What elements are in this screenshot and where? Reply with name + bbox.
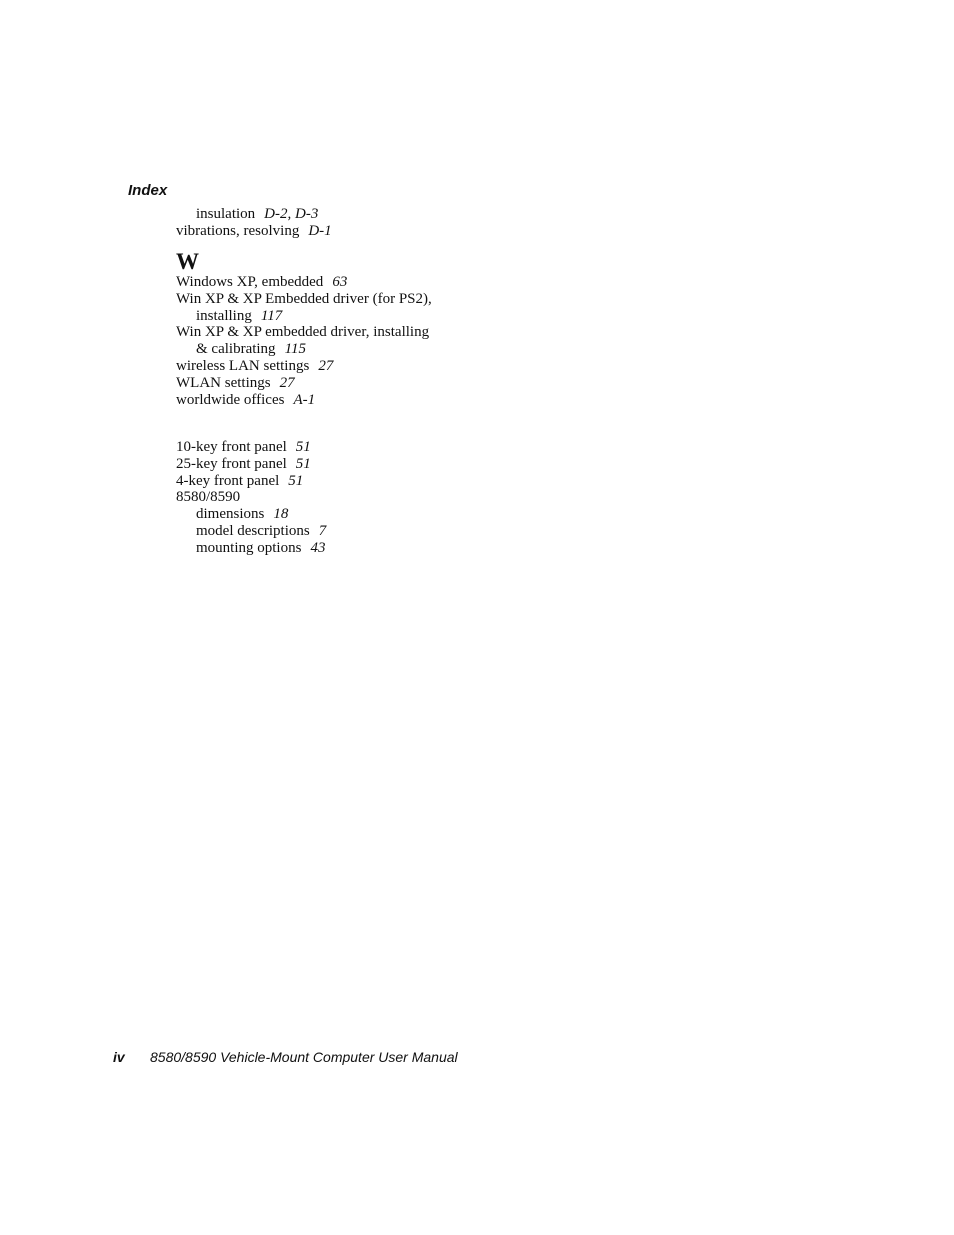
index-entry: [176, 473, 496, 490]
index-entry: [176, 358, 496, 375]
page-reference: 18: [273, 506, 289, 523]
index-subentry: [176, 506, 496, 523]
page-footer: [113, 1048, 458, 1066]
page-reference: 117: [260, 307, 283, 324]
index-entry: [176, 489, 496, 506]
index-term: WLAN settings: [176, 374, 271, 391]
page-reference: 51: [288, 472, 304, 489]
index-term: Win XP & XP embedded driver, installing: [176, 324, 430, 341]
index-term: 4-key front panel: [176, 472, 280, 489]
index-term: Win XP & XP Embedded driver (for PS2),: [176, 290, 432, 307]
index-term: Windows XP, embedded: [176, 274, 324, 290]
index-term: dimensions: [196, 506, 265, 523]
index-term: insulation: [196, 206, 256, 222]
section-letter-w: W: [176, 249, 199, 274]
index-entry: [176, 324, 496, 341]
index-term: & calibrating: [196, 341, 276, 358]
page-reference: 51: [295, 439, 311, 455]
manual-title: 8580/8590 Vehicle-Mount Computer User Manual: [150, 1049, 458, 1065]
page-reference: 115: [284, 341, 306, 358]
index-term: vibrations, resolving: [176, 222, 300, 239]
index-section-numeric: [176, 439, 496, 557]
index-term: installing: [196, 307, 252, 324]
page-title: Index: [128, 182, 168, 199]
index-entry: [176, 456, 496, 473]
page-reference: 27: [279, 374, 295, 391]
index-subentry: [176, 206, 496, 223]
index-entry: [176, 375, 496, 392]
page-reference: D-2, D-3: [264, 206, 319, 222]
index-term: wireless LAN settings: [176, 357, 310, 374]
index-subentry: [176, 523, 496, 540]
page-number: iv: [113, 1049, 125, 1065]
page-reference: 63: [332, 274, 348, 290]
index-entry: [176, 223, 496, 240]
running-header: [128, 182, 167, 200]
index-entry: [176, 274, 496, 291]
index-term: 10-key front panel: [176, 439, 287, 455]
index-subentry: [176, 540, 496, 557]
index-continued-entries: [176, 206, 496, 240]
page-reference: 7: [318, 522, 327, 539]
page-reference: D-1: [308, 222, 332, 239]
index-entry: [176, 439, 496, 456]
page-reference: 51: [295, 455, 311, 472]
index-term: model descriptions: [196, 522, 310, 539]
index-entry: [176, 392, 496, 409]
index-subentry: [176, 341, 496, 358]
page-reference: A-1: [293, 391, 316, 408]
index-entry: [176, 291, 496, 308]
index-subentry: [176, 308, 496, 325]
index-section-w: [176, 250, 496, 408]
index-term: 8580/8590: [176, 489, 241, 506]
section-w-entries: [176, 274, 496, 408]
index-term: mounting options: [196, 539, 302, 556]
index-term: 25-key front panel: [176, 455, 287, 472]
page-reference: 43: [310, 539, 326, 556]
page-reference: 27: [318, 357, 334, 374]
index-term: worldwide offices: [176, 391, 285, 408]
